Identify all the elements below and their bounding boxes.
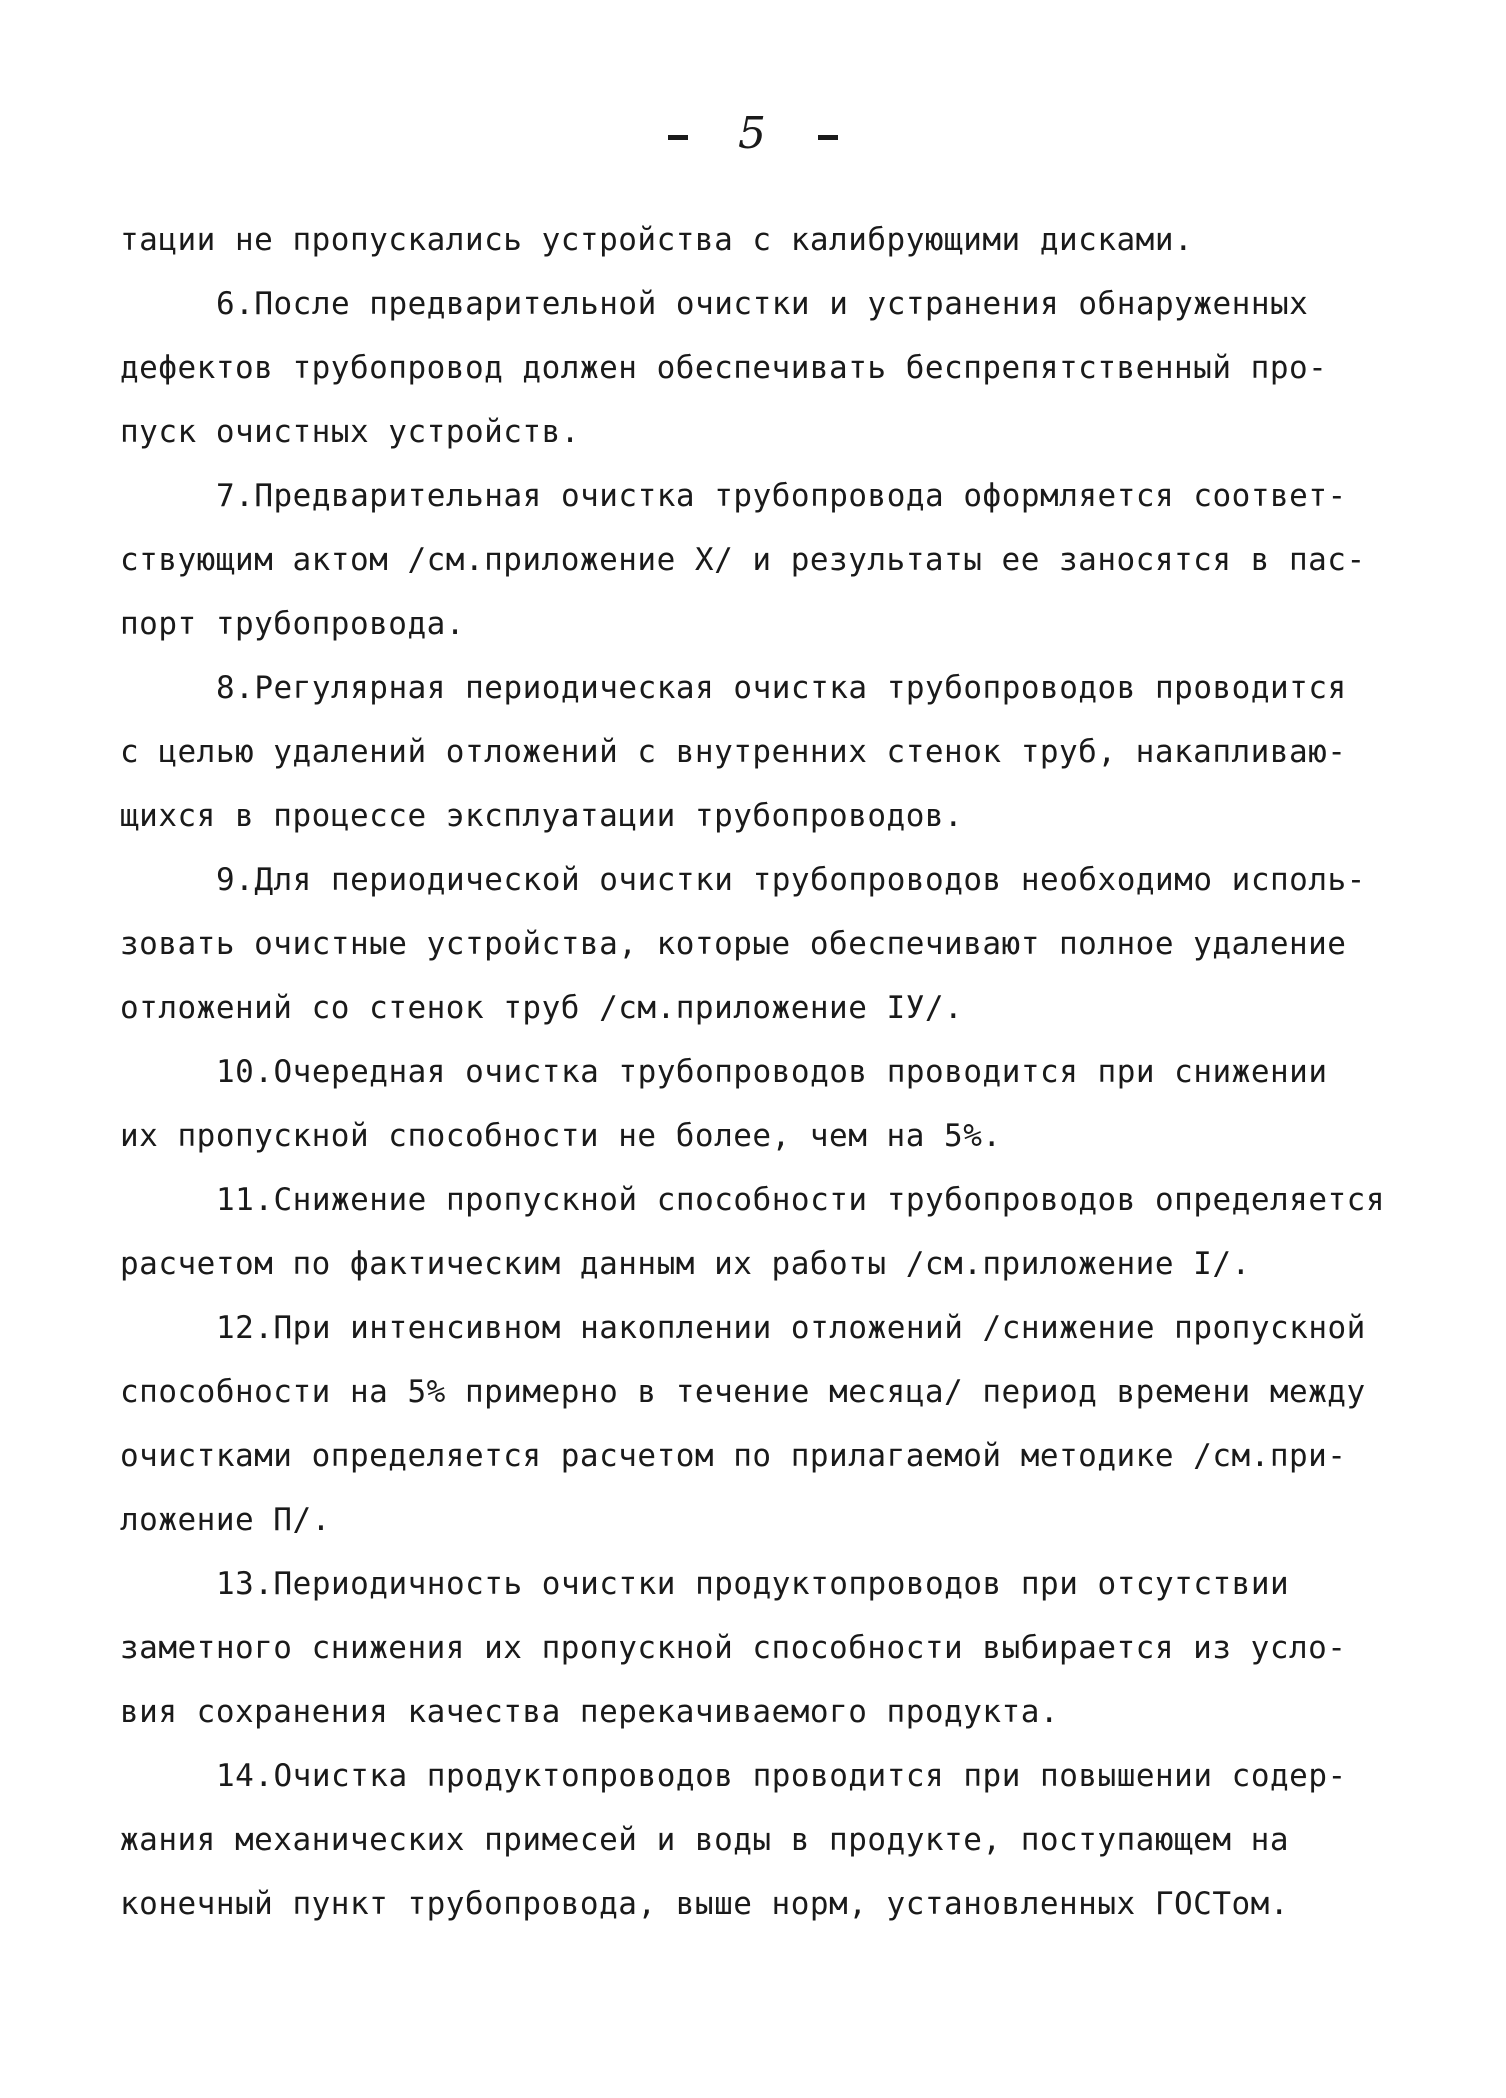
body-text	[120, 208, 1420, 1936]
text-line: 9.Для периодической очистки трубопроводов необходимо исполь-	[216, 862, 1366, 898]
page-number-dash-left	[668, 135, 688, 140]
text-line: зовать очистные устройства, которые обеспечивают полное удаление	[120, 926, 1347, 962]
text-line: 8.Регулярная периодическая очистка трубопроводов проводится	[216, 670, 1347, 706]
text-line: 11.Снижение пропускной способности трубопроводов определяется	[216, 1182, 1385, 1218]
text-line: с целью удалений отложений с внутренних стенок труб, накапливаю-	[120, 734, 1347, 770]
text-line: щихся в процессе эксплуатации трубопроводов.	[120, 798, 964, 834]
text-line: ствующим актом /см.приложение X/ и результаты ее заносятся в пас-	[120, 542, 1366, 578]
text-line: способности на 5% примерно в течение месяца/ период времени между	[120, 1374, 1366, 1410]
text-line: заметного снижения их пропускной способности выбирается из усло-	[120, 1630, 1347, 1666]
text-line: 13.Периодичность очистки продуктопроводов при отсутствии	[216, 1566, 1290, 1602]
text-line: дефектов трубопровод должен обеспечивать беспрепятственный про-	[120, 350, 1328, 386]
page-number-value: 5	[738, 108, 768, 159]
text-line: порт трубопровода.	[120, 606, 465, 642]
text-line: 14.Очистка продуктопроводов проводится при повышении содер-	[216, 1758, 1347, 1794]
text-line: их пропускной способности не более, чем на 5%.	[120, 1118, 1002, 1154]
text-line: 10.Очередная очистка трубопроводов проводится при снижении	[216, 1054, 1328, 1090]
text-line: вия сохранения качества перекачиваемого продукта.	[120, 1694, 1060, 1730]
page-number	[0, 108, 1506, 159]
text-line: 12.При интенсивном накоплении отложений /снижение пропускной	[216, 1310, 1366, 1346]
text-line: расчетом по фактическим данным их работы /см.приложение I/.	[120, 1246, 1251, 1282]
page-number-dash-right	[818, 135, 838, 140]
text-line: очистками определяется расчетом по прилагаемой методике /см.при-	[120, 1438, 1347, 1474]
text-line: жания механических примесей и воды в продукте, поступающем на	[120, 1822, 1289, 1858]
text-line: отложений со стенок труб /см.приложение IУ/.	[120, 990, 964, 1026]
text-line: ложение П/.	[120, 1502, 331, 1538]
text-line: конечный пункт трубопровода, выше норм, установленных ГОСТом.	[120, 1886, 1289, 1922]
text-line: 7.Предварительная очистка трубопровода оформляется соответ-	[216, 478, 1347, 514]
text-line: пуск очистных устройств.	[120, 414, 580, 450]
text-line: 6.После предварительной очистки и устранения обнаруженных	[216, 286, 1309, 322]
text-line: тации не пропускались устройства с калибрующими дисками.	[120, 222, 1194, 258]
